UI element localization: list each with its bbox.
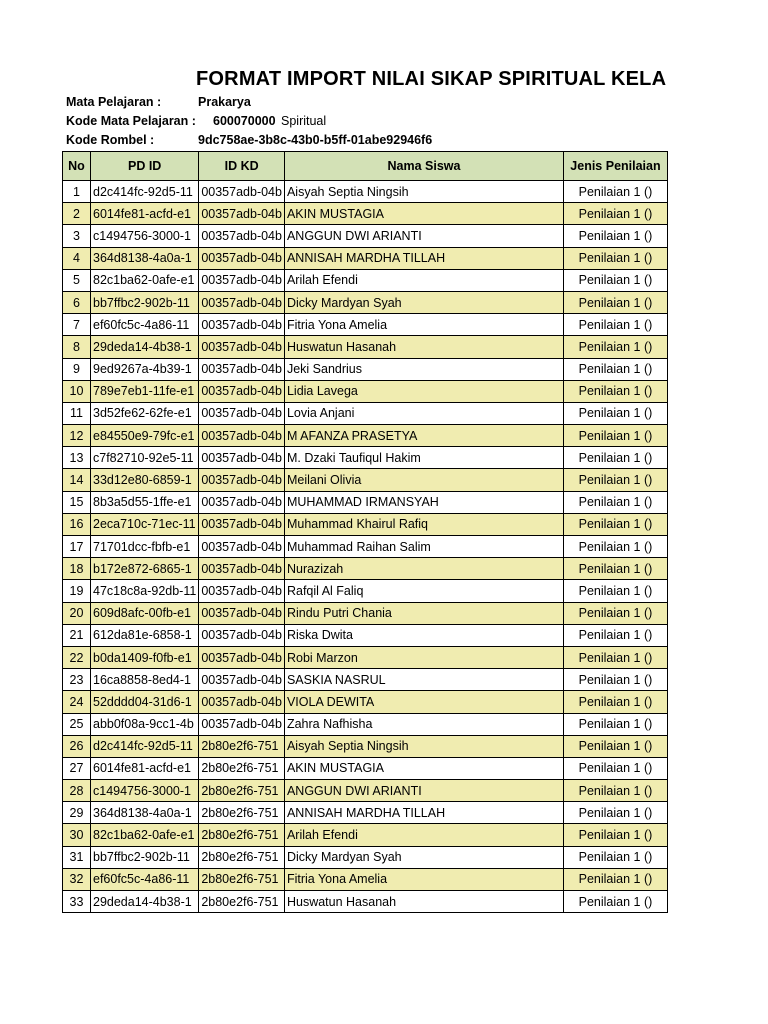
cell-nama-siswa[interactable]: Fitria Yona Amelia xyxy=(284,314,563,336)
cell-jenis-penilaian[interactable]: Penilaian 1 () xyxy=(563,291,667,313)
cell-pd-id[interactable]: abb0f08a-9cc1-4b xyxy=(91,713,199,735)
cell-nama-siswa[interactable]: Nurazizah xyxy=(284,558,563,580)
cell-pd-id[interactable]: 6014fe81-acfd-e1 xyxy=(91,203,199,225)
cell-pd-id[interactable]: 71701dcc-fbfb-e1 xyxy=(91,536,199,558)
cell-nama-siswa[interactable]: Muhammad Raihan Salim xyxy=(284,536,563,558)
cell-pd-id[interactable]: b172e872-6865-1 xyxy=(91,558,199,580)
cell-nama-siswa[interactable]: M. Dzaki Taufiqul Hakim xyxy=(284,447,563,469)
cell-id-kd[interactable]: 2b80e2f6-751 xyxy=(199,891,285,913)
table-row xyxy=(63,602,668,624)
cell-id-kd[interactable]: 00357adb-04b xyxy=(199,402,285,424)
cell-nama-siswa[interactable]: M AFANZA PRASETYA xyxy=(284,425,563,447)
table-row xyxy=(63,447,668,469)
cell-nama-siswa[interactable]: MUHAMMAD IRMANSYAH xyxy=(284,491,563,513)
cell-nama-siswa[interactable]: Arilah Efendi xyxy=(284,824,563,846)
cell-jenis-penilaian[interactable]: Penilaian 1 () xyxy=(563,624,667,646)
cell-id-kd[interactable]: 2b80e2f6-751 xyxy=(199,824,285,846)
cell-id-kd[interactable]: 2b80e2f6-751 xyxy=(199,735,285,757)
header-nama-siswa[interactable]: Nama Siswa xyxy=(284,152,563,181)
table-row xyxy=(63,735,668,757)
cell-nama-siswa[interactable]: ANGGUN DWI ARIANTI xyxy=(284,780,563,802)
cell-pd-id[interactable]: 609d8afc-00fb-e1 xyxy=(91,602,199,624)
cell-no[interactable]: 3 xyxy=(63,225,91,247)
cell-no[interactable]: 8 xyxy=(63,336,91,358)
table-row xyxy=(63,757,668,779)
cell-no[interactable]: 29 xyxy=(63,802,91,824)
cell-jenis-penilaian[interactable]: Penilaian 1 () xyxy=(563,757,667,779)
table-row xyxy=(63,291,668,313)
cell-pd-id[interactable]: 29deda14-4b38-1 xyxy=(91,336,199,358)
cell-pd-id[interactable]: 3d52fe62-62fe-e1 xyxy=(91,402,199,424)
table-row xyxy=(63,269,668,291)
table-row xyxy=(63,314,668,336)
cell-no[interactable]: 31 xyxy=(63,846,91,868)
nilai-table xyxy=(62,151,668,913)
table-row xyxy=(63,891,668,913)
cell-pd-id[interactable]: bb7ffbc2-902b-11 xyxy=(91,846,199,868)
cell-pd-id[interactable]: b0da1409-f0fb-e1 xyxy=(91,646,199,668)
cell-no[interactable]: 4 xyxy=(63,247,91,269)
cell-nama-siswa[interactable]: Dicky Mardyan Syah xyxy=(284,846,563,868)
cell-jenis-penilaian[interactable]: Penilaian 1 () xyxy=(563,891,667,913)
cell-jenis-penilaian[interactable]: Penilaian 1 () xyxy=(563,691,667,713)
cell-pd-id[interactable]: 789e7eb1-11fe-e1 xyxy=(91,380,199,402)
cell-id-kd[interactable]: 00357adb-04b xyxy=(199,491,285,513)
table-row xyxy=(63,203,668,225)
cell-pd-id[interactable]: bb7ffbc2-902b-11 xyxy=(91,291,199,313)
table-row xyxy=(63,247,668,269)
cell-jenis-penilaian[interactable]: Penilaian 1 () xyxy=(563,846,667,868)
rombel-value: 9dc758ae-3b8c-43b0-b5ff-01abe92946f6 xyxy=(198,133,433,147)
cell-jenis-penilaian[interactable]: Penilaian 1 () xyxy=(563,735,667,757)
cell-id-kd[interactable]: 00357adb-04b xyxy=(199,513,285,535)
kode-mapel-value: 600070000 xyxy=(213,114,276,128)
cell-no[interactable]: 26 xyxy=(63,735,91,757)
cell-no[interactable]: 10 xyxy=(63,380,91,402)
cell-jenis-penilaian[interactable]: Penilaian 1 () xyxy=(563,314,667,336)
cell-id-kd[interactable]: 00357adb-04b xyxy=(199,536,285,558)
cell-id-kd[interactable]: 00357adb-04b xyxy=(199,425,285,447)
table-row xyxy=(63,824,668,846)
cell-nama-siswa[interactable]: Robi Marzon xyxy=(284,646,563,668)
cell-jenis-penilaian[interactable]: Penilaian 1 () xyxy=(563,380,667,402)
cell-no[interactable]: 11 xyxy=(63,402,91,424)
cell-pd-id[interactable]: 8b3a5d55-1ffe-e1 xyxy=(91,491,199,513)
table-row xyxy=(63,181,668,203)
cell-id-kd[interactable]: 00357adb-04b xyxy=(199,558,285,580)
cell-no[interactable]: 17 xyxy=(63,536,91,558)
header-no[interactable]: No xyxy=(63,152,91,181)
cell-pd-id[interactable]: 2eca710c-71ec-11 xyxy=(91,513,199,535)
cell-jenis-penilaian[interactable]: Penilaian 1 () xyxy=(563,669,667,691)
mapel-value: Prakarya xyxy=(198,95,251,109)
cell-nama-siswa[interactable]: AKIN MUSTAGIA xyxy=(284,203,563,225)
cell-pd-id[interactable]: 16ca8858-8ed4-1 xyxy=(91,669,199,691)
cell-no[interactable]: 5 xyxy=(63,269,91,291)
cell-no[interactable]: 20 xyxy=(63,602,91,624)
table-row xyxy=(63,558,668,580)
cell-jenis-penilaian[interactable]: Penilaian 1 () xyxy=(563,513,667,535)
cell-id-kd[interactable]: 00357adb-04b xyxy=(199,181,285,203)
cell-pd-id[interactable]: 364d8138-4a0a-1 xyxy=(91,247,199,269)
rombel-label: Kode Rombel : xyxy=(66,133,155,147)
cell-no[interactable]: 30 xyxy=(63,824,91,846)
cell-jenis-penilaian[interactable]: Penilaian 1 () xyxy=(563,225,667,247)
cell-nama-siswa[interactable]: Jeki Sandrius xyxy=(284,358,563,380)
cell-nama-siswa[interactable]: Lidia Lavega xyxy=(284,380,563,402)
cell-id-kd[interactable]: 2b80e2f6-751 xyxy=(199,780,285,802)
table-row xyxy=(63,336,668,358)
cell-jenis-penilaian[interactable]: Penilaian 1 () xyxy=(563,247,667,269)
table-row xyxy=(63,802,668,824)
cell-jenis-penilaian[interactable]: Penilaian 1 () xyxy=(563,336,667,358)
cell-no[interactable]: 18 xyxy=(63,558,91,580)
cell-jenis-penilaian[interactable]: Penilaian 1 () xyxy=(563,646,667,668)
cell-id-kd[interactable]: 00357adb-04b xyxy=(199,447,285,469)
mapel-label: Mata Pelajaran : xyxy=(66,95,162,109)
cell-id-kd[interactable]: 00357adb-04b xyxy=(199,602,285,624)
cell-no[interactable]: 14 xyxy=(63,469,91,491)
sheet-title: FORMAT IMPORT NILAI SIKAP SPIRITUAL KELA xyxy=(196,68,667,90)
cell-no[interactable]: 19 xyxy=(63,580,91,602)
cell-nama-siswa[interactable]: Meilani Olivia xyxy=(284,469,563,491)
cell-no[interactable]: 16 xyxy=(63,513,91,535)
cell-pd-id[interactable]: 33d12e80-6859-1 xyxy=(91,469,199,491)
cell-no[interactable]: 22 xyxy=(63,646,91,668)
cell-pd-id[interactable]: 82c1ba62-0afe-e1 xyxy=(91,824,199,846)
cell-no[interactable]: 28 xyxy=(63,780,91,802)
cell-nama-siswa[interactable]: AKIN MUSTAGIA xyxy=(284,757,563,779)
cell-pd-id[interactable]: ef60fc5c-4a86-11 xyxy=(91,868,199,890)
cell-nama-siswa[interactable]: SASKIA NASRUL xyxy=(284,669,563,691)
cell-id-kd[interactable]: 00357adb-04b xyxy=(199,203,285,225)
cell-id-kd[interactable]: 00357adb-04b xyxy=(199,225,285,247)
table-row xyxy=(63,868,668,890)
cell-pd-id[interactable]: 6014fe81-acfd-e1 xyxy=(91,757,199,779)
table-row xyxy=(63,691,668,713)
cell-id-kd[interactable]: 00357adb-04b xyxy=(199,713,285,735)
cell-jenis-penilaian[interactable]: Penilaian 1 () xyxy=(563,558,667,580)
cell-id-kd[interactable]: 00357adb-04b xyxy=(199,580,285,602)
cell-no[interactable]: 27 xyxy=(63,757,91,779)
table-row xyxy=(63,536,668,558)
cell-jenis-penilaian[interactable]: Penilaian 1 () xyxy=(563,402,667,424)
kode-mapel-label: Kode Mata Pelajaran : xyxy=(66,114,196,128)
header-pd-id[interactable]: PD ID xyxy=(91,152,199,181)
cell-id-kd[interactable]: 00357adb-04b xyxy=(199,380,285,402)
cell-jenis-penilaian[interactable]: Penilaian 1 () xyxy=(563,868,667,890)
cell-jenis-penilaian[interactable]: Penilaian 1 () xyxy=(563,713,667,735)
table-row xyxy=(63,580,668,602)
cell-jenis-penilaian[interactable]: Penilaian 1 () xyxy=(563,802,667,824)
table-row xyxy=(63,713,668,735)
cell-no[interactable]: 13 xyxy=(63,447,91,469)
cell-id-kd[interactable]: 2b80e2f6-751 xyxy=(199,868,285,890)
cell-no[interactable]: 12 xyxy=(63,425,91,447)
cell-jenis-penilaian[interactable]: Penilaian 1 () xyxy=(563,536,667,558)
cell-pd-id[interactable]: ef60fc5c-4a86-11 xyxy=(91,314,199,336)
cell-nama-siswa[interactable]: ANNISAH MARDHA TILLAH xyxy=(284,247,563,269)
cell-pd-id[interactable]: 612da81e-6858-1 xyxy=(91,624,199,646)
cell-nama-siswa[interactable]: Riska Dwita xyxy=(284,624,563,646)
cell-no[interactable]: 23 xyxy=(63,669,91,691)
cell-no[interactable]: 24 xyxy=(63,691,91,713)
cell-nama-siswa[interactable]: Lovia Anjani xyxy=(284,402,563,424)
table-row xyxy=(63,669,668,691)
table-row xyxy=(63,846,668,868)
table-row xyxy=(63,491,668,513)
cell-jenis-penilaian[interactable]: Penilaian 1 () xyxy=(563,491,667,513)
cell-pd-id[interactable]: c1494756-3000-1 xyxy=(91,780,199,802)
cell-pd-id[interactable]: c1494756-3000-1 xyxy=(91,225,199,247)
cell-id-kd[interactable]: 00357adb-04b xyxy=(199,336,285,358)
cell-pd-id[interactable]: c7f82710-92e5-11 xyxy=(91,447,199,469)
cell-pd-id[interactable]: 52dddd04-31d6-1 xyxy=(91,691,199,713)
cell-id-kd[interactable]: 00357adb-04b xyxy=(199,669,285,691)
cell-id-kd[interactable]: 00357adb-04b xyxy=(199,269,285,291)
cell-nama-siswa[interactable]: Dicky Mardyan Syah xyxy=(284,291,563,313)
cell-nama-siswa[interactable]: VIOLA DEWITA xyxy=(284,691,563,713)
cell-id-kd[interactable]: 00357adb-04b xyxy=(199,247,285,269)
cell-jenis-penilaian[interactable]: Penilaian 1 () xyxy=(563,780,667,802)
cell-id-kd[interactable]: 00357adb-04b xyxy=(199,291,285,313)
table-row xyxy=(63,380,668,402)
cell-no[interactable]: 21 xyxy=(63,624,91,646)
cell-pd-id[interactable]: 47c18c8a-92db-11 xyxy=(91,580,199,602)
cell-nama-siswa[interactable]: ANNISAH MARDHA TILLAH xyxy=(284,802,563,824)
cell-pd-id[interactable]: d2c414fc-92d5-11 xyxy=(91,735,199,757)
cell-nama-siswa[interactable]: Huswatun Hasanah xyxy=(284,891,563,913)
cell-jenis-penilaian[interactable]: Penilaian 1 () xyxy=(563,269,667,291)
cell-pd-id[interactable]: 9ed9267a-4b39-1 xyxy=(91,358,199,380)
cell-no[interactable]: 1 xyxy=(63,181,91,203)
cell-pd-id[interactable]: e84550e9-79fc-e1 xyxy=(91,425,199,447)
cell-nama-siswa[interactable]: Aisyah Septia Ningsih xyxy=(284,181,563,203)
table-row xyxy=(63,624,668,646)
cell-id-kd[interactable]: 00357adb-04b xyxy=(199,469,285,491)
cell-no[interactable]: 32 xyxy=(63,868,91,890)
cell-nama-siswa[interactable]: Aisyah Septia Ningsih xyxy=(284,735,563,757)
cell-jenis-penilaian[interactable]: Penilaian 1 () xyxy=(563,358,667,380)
cell-id-kd[interactable]: 00357adb-04b xyxy=(199,624,285,646)
cell-pd-id[interactable]: 82c1ba62-0afe-e1 xyxy=(91,269,199,291)
table-row xyxy=(63,425,668,447)
cell-nama-siswa[interactable]: Rafqil Al Faliq xyxy=(284,580,563,602)
cell-pd-id[interactable]: 364d8138-4a0a-1 xyxy=(91,802,199,824)
header-jenis-penilaian[interactable]: Jenis Penilaian xyxy=(563,152,667,181)
cell-nama-siswa[interactable]: Rindu Putri Chania xyxy=(284,602,563,624)
cell-nama-siswa[interactable]: Huswatun Hasanah xyxy=(284,336,563,358)
cell-id-kd[interactable]: 2b80e2f6-751 xyxy=(199,846,285,868)
cell-no[interactable]: 33 xyxy=(63,891,91,913)
cell-no[interactable]: 25 xyxy=(63,713,91,735)
cell-id-kd[interactable]: 2b80e2f6-751 xyxy=(199,757,285,779)
cell-nama-siswa[interactable]: Arilah Efendi xyxy=(284,269,563,291)
cell-nama-siswa[interactable]: ANGGUN DWI ARIANTI xyxy=(284,225,563,247)
cell-jenis-penilaian[interactable]: Penilaian 1 () xyxy=(563,181,667,203)
kode-mapel-extra: Spiritual xyxy=(281,114,327,128)
cell-id-kd[interactable]: 2b80e2f6-751 xyxy=(199,802,285,824)
cell-no[interactable]: 6 xyxy=(63,291,91,313)
cell-jenis-penilaian[interactable]: Penilaian 1 () xyxy=(563,580,667,602)
cell-jenis-penilaian[interactable]: Penilaian 1 () xyxy=(563,469,667,491)
table-row xyxy=(63,358,668,380)
table-row xyxy=(63,402,668,424)
cell-id-kd[interactable]: 00357adb-04b xyxy=(199,314,285,336)
cell-no[interactable]: 15 xyxy=(63,491,91,513)
cell-pd-id[interactable]: d2c414fc-92d5-11 xyxy=(91,181,199,203)
cell-nama-siswa[interactable]: Fitria Yona Amelia xyxy=(284,868,563,890)
header-id-kd[interactable]: ID KD xyxy=(199,152,285,181)
cell-pd-id[interactable]: 29deda14-4b38-1 xyxy=(91,891,199,913)
table-row xyxy=(63,780,668,802)
cell-jenis-penilaian[interactable]: Penilaian 1 () xyxy=(563,203,667,225)
cell-id-kd[interactable]: 00357adb-04b xyxy=(199,646,285,668)
cell-jenis-penilaian[interactable]: Penilaian 1 () xyxy=(563,824,667,846)
table-row xyxy=(63,513,668,535)
cell-id-kd[interactable]: 00357adb-04b xyxy=(199,691,285,713)
cell-no[interactable]: 9 xyxy=(63,358,91,380)
cell-id-kd[interactable]: 00357adb-04b xyxy=(199,358,285,380)
cell-nama-siswa[interactable]: Muhammad Khairul Rafiq xyxy=(284,513,563,535)
table-row xyxy=(63,225,668,247)
table-row xyxy=(63,646,668,668)
cell-no[interactable]: 2 xyxy=(63,203,91,225)
cell-nama-siswa[interactable]: Zahra Nafhisha xyxy=(284,713,563,735)
cell-jenis-penilaian[interactable]: Penilaian 1 () xyxy=(563,425,667,447)
cell-jenis-penilaian[interactable]: Penilaian 1 () xyxy=(563,602,667,624)
table-row xyxy=(63,469,668,491)
table-header-row xyxy=(63,152,668,181)
cell-jenis-penilaian[interactable]: Penilaian 1 () xyxy=(563,447,667,469)
cell-no[interactable]: 7 xyxy=(63,314,91,336)
